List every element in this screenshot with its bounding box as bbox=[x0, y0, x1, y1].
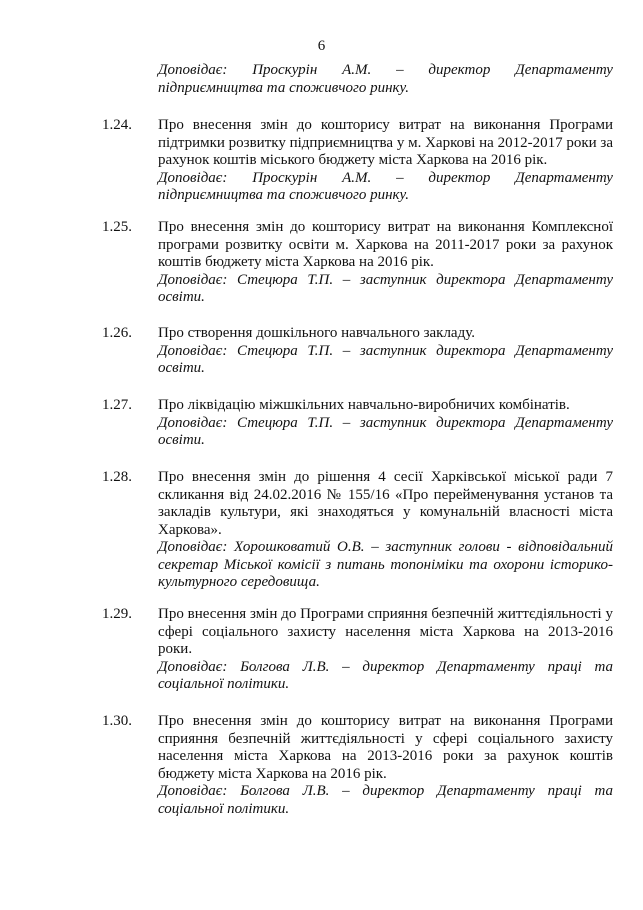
report-rest: підприємництва та споживчого ринку. bbox=[158, 187, 409, 203]
item-report: Доповідає: Хорошковатий О.В. – заступник голови - відповідальний секретар Міської комісії з питань топоніміки та охорони історико-культурного середовища. bbox=[158, 539, 613, 590]
item-report: Доповідає: Стецюра Т.П. – заступник директора Департаменту освіти. bbox=[158, 342, 613, 376]
report-word: А.М. bbox=[342, 169, 372, 186]
report-word: директор bbox=[428, 169, 491, 186]
item-text: Про ліквідацію міжшкільних навчально-виробничих комбінатів. bbox=[158, 397, 570, 413]
report-rest: підприємництва та споживчого ринку. bbox=[158, 79, 409, 96]
item-text: Про внесення змін до кошторису витрат на виконання Програми сприяння безпечній життєдіяльності у сфері соціального захисту населення міста Харкова на 2013-2016 роки за рахунок коштів бюджету міста Харкова на 2016 рік. bbox=[158, 713, 613, 782]
report-word: – bbox=[396, 62, 404, 78]
item-text: Про внесення змін до кошторису витрат на виконання Комплексної програми розвитку освіти м. Харкова на 2011-2017 роки за рахунок коштів бюджету міста Харкова на 2016 рік. bbox=[158, 219, 613, 270]
item-number: 1.27. bbox=[102, 397, 132, 413]
report-word: директор bbox=[428, 62, 491, 78]
item-number: 1.28. bbox=[102, 469, 132, 485]
report-word: Департаменту bbox=[515, 169, 613, 186]
report-first-line bbox=[158, 170, 613, 188]
item-text: Про внесення змін до Програми сприяння безпечній життєдіяльності у сфері соціального захисту населення міста Харкова на 2013-2016 роки. bbox=[158, 606, 613, 657]
item-text: Про створення дошкільного навчального закладу. bbox=[158, 325, 475, 341]
item-number: 1.26. bbox=[102, 325, 132, 341]
report-first-line bbox=[158, 62, 613, 80]
report-word: Департаменту bbox=[515, 62, 613, 78]
page-number: 6 bbox=[317, 38, 326, 54]
item-number: 1.24. bbox=[102, 117, 132, 133]
item-number: 1.30. bbox=[102, 713, 132, 729]
report-word: А.М. bbox=[342, 62, 372, 78]
item-report: Доповідає: Болгова Л.В. – директор Департаменту праці та соціальної політики. bbox=[158, 783, 613, 817]
item-report: Доповідає: Стецюра Т.П. – заступник директора Департаменту освіти. bbox=[158, 414, 613, 448]
report-word: Проскурін bbox=[252, 169, 318, 186]
item-text: Про внесення змін до рішення 4 сесії Харківської міської ради 7 скликання від 24.02.2016 № 155/16 «Про перейменування установ та закладів культури, які знаходяться у комунальній власності міста Харкова». bbox=[158, 469, 613, 538]
item-number: 1.25. bbox=[102, 219, 132, 235]
report-word: Доповідає: bbox=[158, 62, 228, 78]
item-text: Про внесення змін до кошторису витрат на виконання Програми підтримки розвитку підприємництва у м. Харкові на 2012-2017 роки за рахунок коштів міського бюджету міста Харкова на 2016 рік. bbox=[158, 117, 613, 168]
report-word: – bbox=[396, 169, 404, 186]
item-report: Доповідає: Болгова Л.В. – директор Департаменту праці та соціальної політики. bbox=[158, 658, 613, 692]
report-word: Проскурін bbox=[252, 62, 318, 78]
item-number: 1.29. bbox=[102, 606, 132, 622]
item-report: Доповідає: Стецюра Т.П. – заступник директора Департаменту освіти. bbox=[158, 271, 613, 305]
report-word: Доповідає: bbox=[158, 169, 228, 186]
